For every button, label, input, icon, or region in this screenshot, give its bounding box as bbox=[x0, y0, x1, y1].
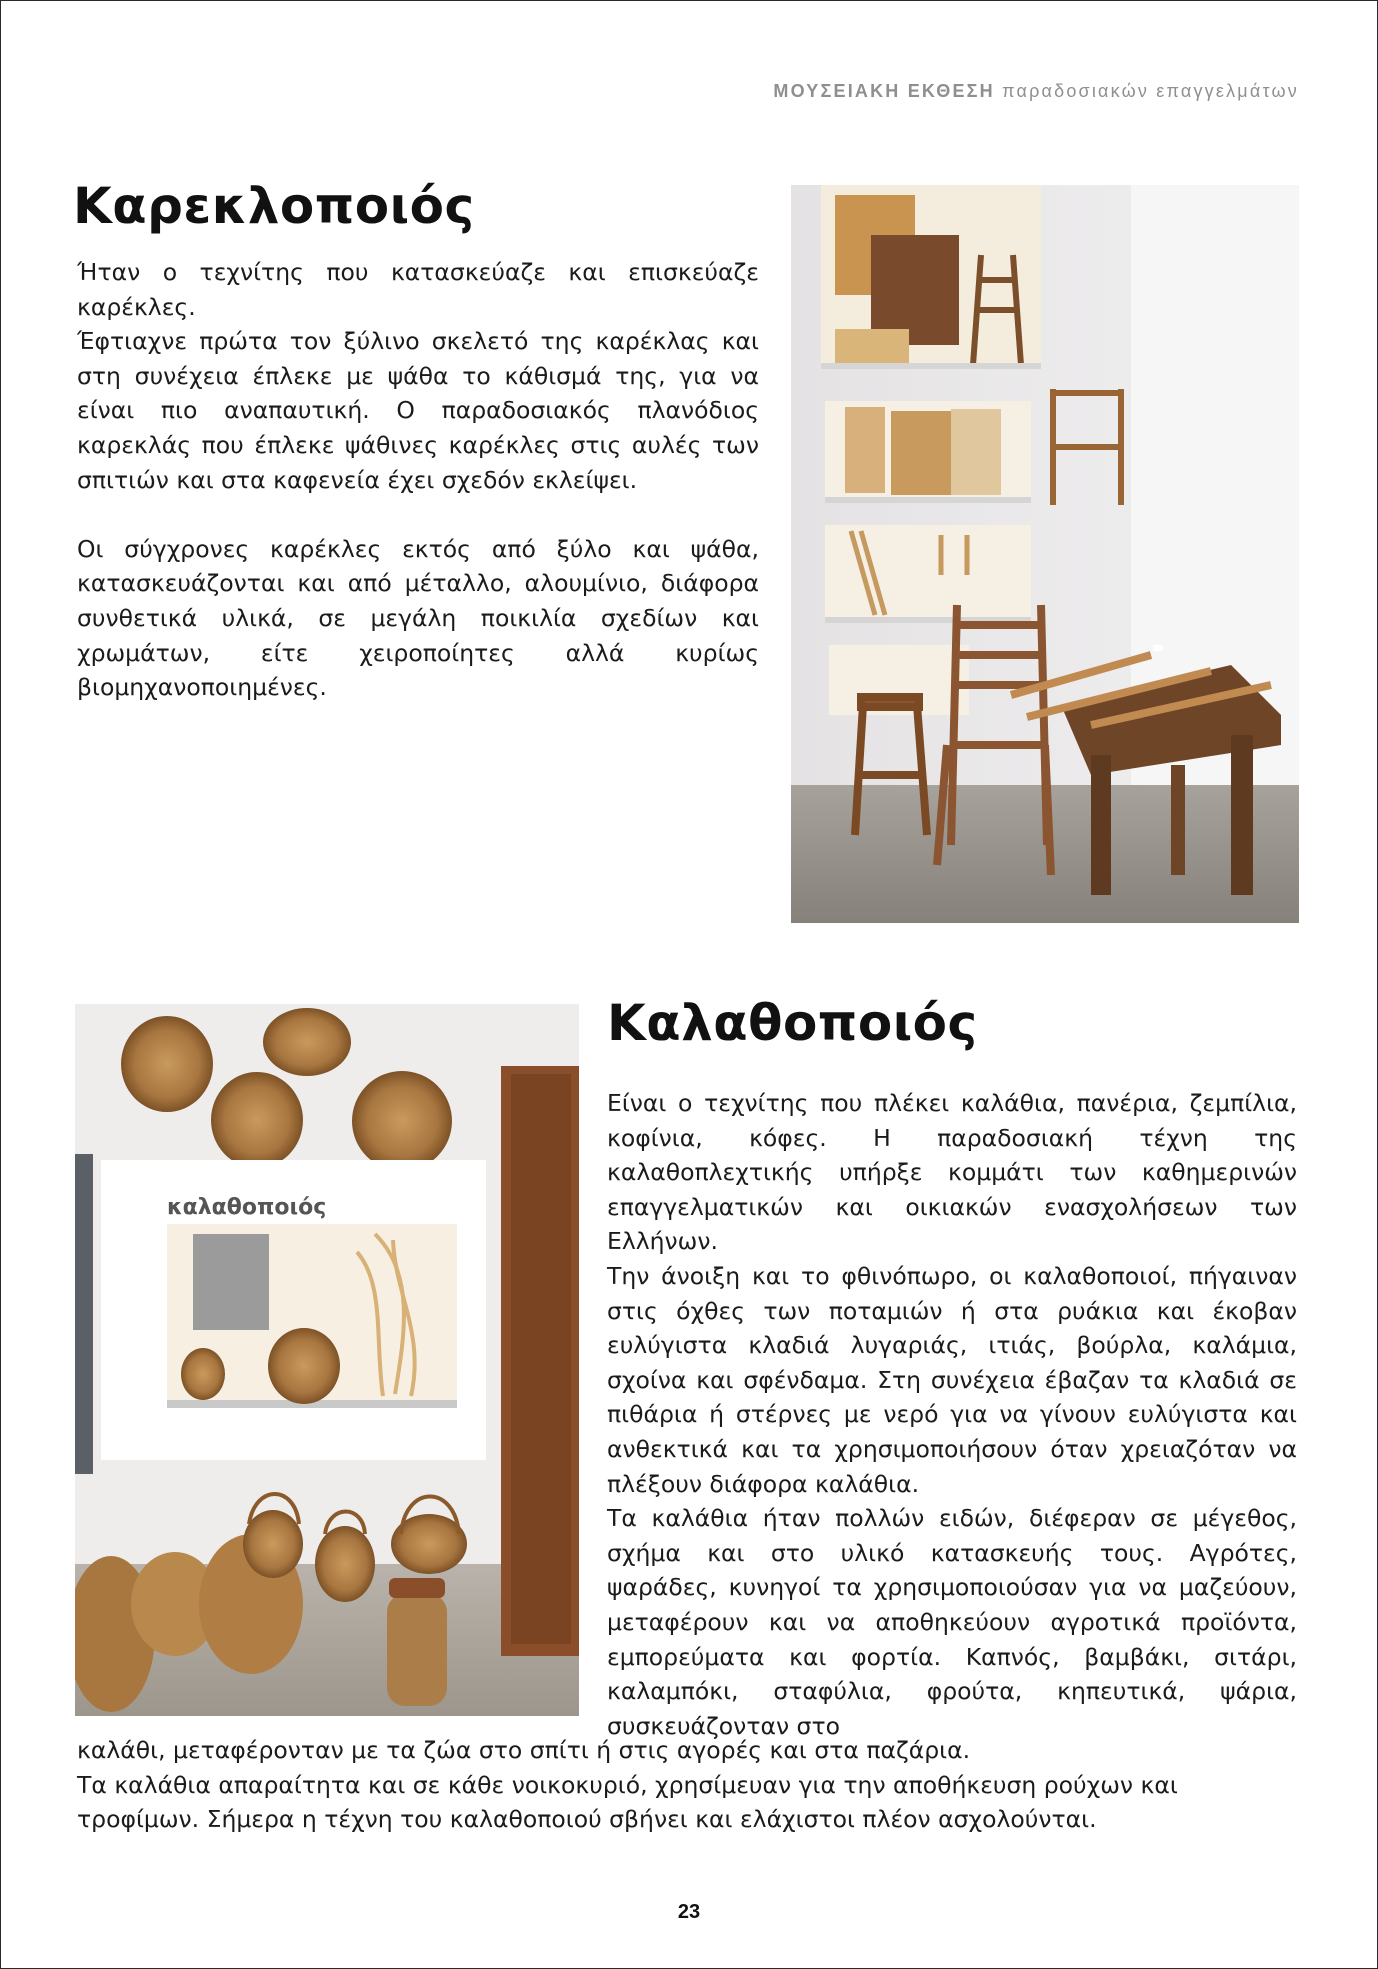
section-title-basketmaker: Καλαθοποιός bbox=[607, 994, 978, 1052]
basketmaker-paragraph-3: Τα καλάθια ήταν πολλών ειδών, διέφεραν σε μέγεθος, σχήμα και στο υλικό κατασκευής τους. Αγρότες, ψαράδες, κυνηγοί τα χρησιμοποιούσαν για να μαζεύουν, μεταφέρουν και να αποθηκεύουν αγροτικά προϊόντα, εμπορεύματα και φορτία. Καπνός, βαμβάκι, σιτάρι, καλαμπόκι, σταφύλια, φρούτα, κηπευτικά, ψάρια, συσκευάζονταν στο bbox=[607, 1504, 1297, 1740]
basketmaker-text bbox=[607, 1086, 1297, 1743]
running-header-bold: ΜΟΥΣΕΙΑΚΗ ΕΚΘΕΣΗ bbox=[773, 81, 995, 101]
chairmaker-paragraph-3: Οι σύγχρονες καρέκλες εκτός από ξύλο και ψάθα, κατασκευάζονται και από μέταλλο, αλουμίνιο, διάφορα συνθετικά υλικά, σε μεγάλη ποικιλία σχεδίων και χρωμάτων, είτε χειροποίητες αλλά κυρίως βιομηχανοποιημένες. bbox=[77, 534, 759, 702]
chairmaker-paragraph-2: Έφτιαχνε πρώτα τον ξύλινο σκελετό της καρέκλας και στη συνέχεια έπλεκε με ψάθα το κάθισμά της, για να είναι πιο αναπαυτική. Ο παραδοσιακός πλανόδιος καρεκλάς που έπλεκε ψάθινες καρέκλες στις αυλές των σπιτιών και στα καφενεία έχει σχεδόν εκλείψει. bbox=[77, 327, 759, 494]
chairmaker-paragraph-1: Ήταν ο τεχνίτης που κατασκεύαζε και επισκεύαζε καρέκλες. bbox=[77, 258, 759, 321]
exhibit-sign-text: καλαθοποιός bbox=[167, 1195, 327, 1220]
section-title-chairmaker: Καρεκλοποιός bbox=[73, 177, 475, 235]
basketmaker-paragraph-2: Την άνοιξη και το φθινόπωρο, οι καλαθοποιοί, πήγαιναν στις όχθες των ποταμιών ή στα ρυάκια και έκοβαν ευλύγιστα κλαδιά λυγαριάς, ιτιάς, βούρλα, καλάμια, σχοίνα και σφένδαμα. Στη συνέχεια έβαζαν τα κλαδιά σε πιθάρια ή στέρνες με νερό για να γίνουν ευλύγιστα και ανθεκτικά και τα χρησιμοποιήσουν όταν χρειαζόταν να πλέξουν διάφορα καλάθια. bbox=[607, 1261, 1297, 1498]
chairs-exhibit-photo bbox=[791, 185, 1299, 923]
basketmaker-continuation-1: καλάθι, μεταφέρονταν με τα ζώα στο σπίτι ή στις αγορές και στα παζάρια. bbox=[77, 1736, 971, 1764]
running-header-rest: παραδοσιακών επαγγελμάτων bbox=[1002, 81, 1299, 101]
running-header bbox=[773, 81, 1299, 102]
baskets-exhibit-photo bbox=[75, 1004, 579, 1716]
page-number: 23 bbox=[677, 1901, 701, 1923]
basketmaker-text-continued bbox=[77, 1733, 1297, 1837]
basketmaker-continuation-2: Τα καλάθια απαραίτητα και σε κάθε νοικοκυριό, χρησίμευαν για την αποθήκευση ρούχων και τροφίμων. Σήμερα η τέχνη του καλαθοποιού σβήνει και ελάχιστοι πλέον ασχολούνται. bbox=[77, 1770, 1178, 1834]
basketmaker-paragraph-1: Είναι ο τεχνίτης που πλέκει καλάθια, πανέρια, ζεμπίλια, κοφίνια, κόφες. Η παραδοσιακή τέχνη της καλαθοπλεχτικής υπήρξε κομμάτι των καθημερινών επαγγελματικών και οικιακών ενασχολήσεων των Ελλήνων. bbox=[607, 1089, 1297, 1256]
chairmaker-text bbox=[77, 255, 759, 705]
